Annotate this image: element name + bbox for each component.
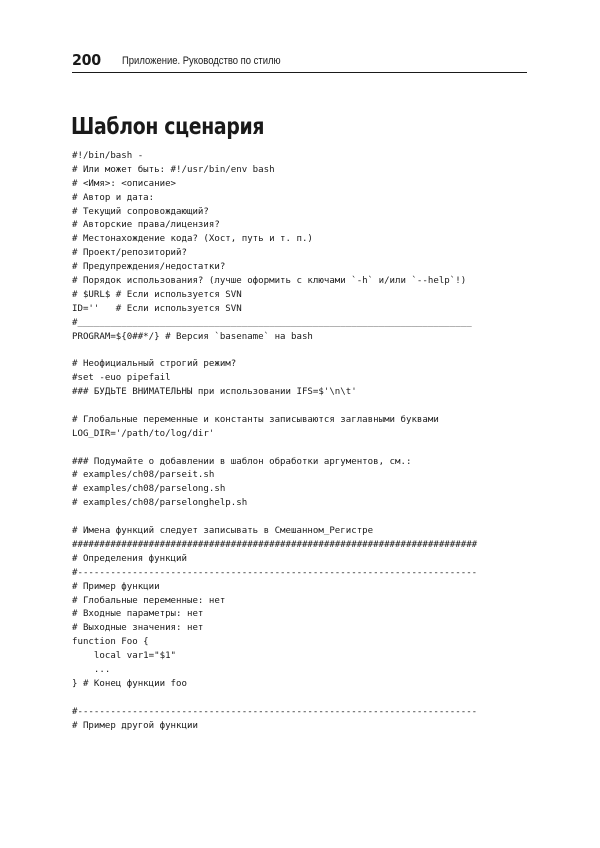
section-title: Шаблон сценария	[71, 114, 265, 140]
code-line: # Входные параметры: нет	[72, 609, 204, 620]
code-line: ...	[72, 664, 111, 675]
code-line: # Пример другой функции	[72, 720, 198, 731]
code-line	[72, 442, 477, 456]
code-line: ### БУДЬТЕ ВНИМАТЕЛЬНЫ при использовании IFS=$'\n\t'	[72, 387, 357, 398]
code-line: # Глобальные переменные и константы записываются заглавными буквами	[72, 414, 439, 425]
code-line: } # Конец функции foo	[72, 678, 187, 689]
code-block	[72, 150, 477, 733]
code-line: #________________________________________________________________________	[72, 317, 472, 328]
code-line: # Текущий сопровождающий?	[72, 206, 209, 217]
code-line: # $URL$ # Если используется SVN	[72, 289, 242, 300]
page-header	[72, 50, 527, 73]
code-line: # <Имя>: <описание>	[72, 178, 177, 189]
code-line	[72, 692, 477, 706]
code-line: PROGRAM=${0##*/} # Версия `basename` на bash	[72, 331, 313, 342]
code-line: # examples/ch08/parseit.sh	[72, 470, 215, 481]
code-line: local var1="$1"	[72, 651, 177, 662]
code-line: function Foo {	[72, 637, 149, 648]
code-line: #!/bin/bash -	[72, 151, 144, 161]
code-line: # Выходные значения: нет	[72, 623, 204, 634]
code-line: # examples/ch08/parselong.sh	[72, 484, 226, 495]
code-line: ##########################################################################	[72, 539, 478, 550]
code-line	[72, 344, 477, 358]
code-line: LOG_DIR='/path/to/log/dir'	[72, 428, 215, 439]
code-line: # Пример функции	[72, 581, 160, 592]
code-line: # Неофициальный строгий режим?	[72, 359, 237, 370]
code-line: # Определения функций	[72, 553, 187, 564]
code-line	[72, 511, 477, 525]
page-number: 200	[72, 51, 101, 69]
code-line: # Местонахождение кода? (Хост, путь и т. п.)	[72, 234, 313, 245]
code-line: #-------------------------------------------------------------------------	[72, 567, 478, 578]
code-line: # examples/ch08/parselonghelp.sh	[72, 498, 248, 509]
code-line: # Глобальные переменные: нет	[72, 595, 226, 606]
code-line: ID='' # Если используется SVN	[72, 303, 242, 314]
code-line: # Или может быть: #!/usr/bin/env bash	[72, 164, 275, 175]
code-line	[72, 400, 477, 414]
code-line: # Порядок использования? (лучше оформить с ключами `-h` и/или `--help`!)	[72, 276, 467, 287]
running-title: Приложение. Руководство по стилю	[122, 55, 281, 67]
code-line: # Автор и дата:	[72, 192, 155, 203]
code-line: #-------------------------------------------------------------------------	[72, 706, 478, 717]
code-line: # Имена функций следует записывать в Смешанном_Регистре	[72, 526, 374, 537]
code-line: # Проект/репозиторий?	[72, 248, 187, 259]
code-line: # Предупреждения/недостатки?	[72, 262, 226, 273]
code-line: ### Подумайте о добавлении в шаблон обработки аргументов, см.:	[72, 456, 412, 467]
code-line: # Авторские права/лицензия?	[72, 220, 220, 231]
code-line: #set -euo pipefail	[72, 373, 171, 384]
